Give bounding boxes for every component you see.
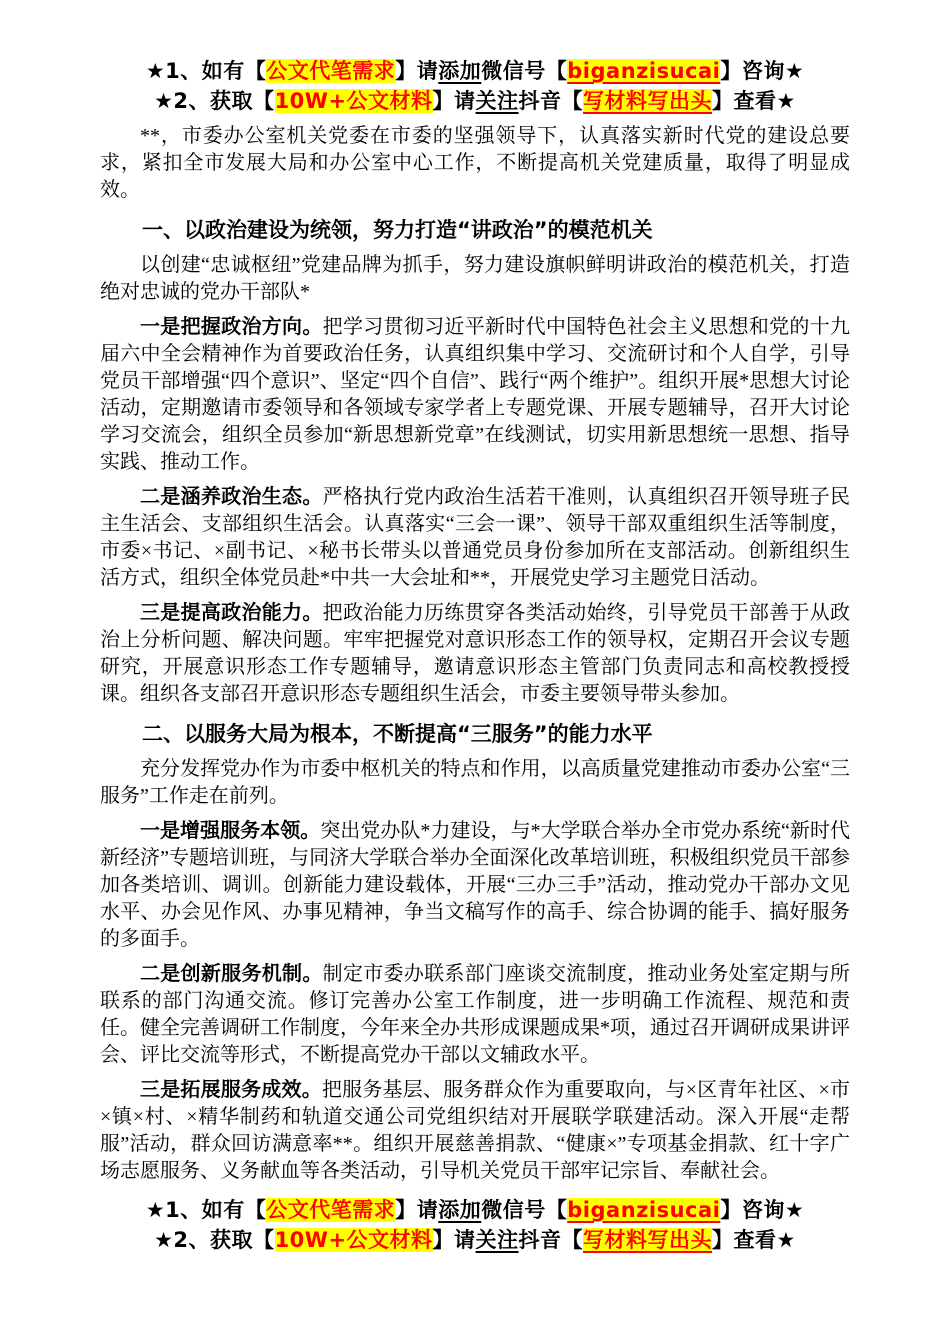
promo-banner-bottom <box>100 1195 850 1255</box>
promo2-douyin-name: 写材料写出头 <box>583 89 713 113</box>
item-body: 把政治能力历练贯穿各类活动始终，引导党员干部善于从政治上分析问题、解决问题。牢牢把握党对意识形态工作的领导权，定期召开会议专题研究，开展意识形态工作专题辅导，邀请意识形态主管部门负责同志和高校教授授课。组织各支部召开意识形态专题组织生活会，市委主要领导带头参加。 <box>100 602 851 705</box>
promo2-underline-follow: 关注 <box>475 1228 519 1252</box>
item-title: 一是增强服务本领。 <box>140 818 321 842</box>
promo1-highlight-service: 公文代笔需求 <box>266 1198 396 1222</box>
promo-line-1 <box>100 1195 850 1225</box>
promo2-mid1: 】请 <box>432 1228 476 1252</box>
intro-text: **，市委办公室机关党委在市委的坚强领导下，认真落实新时代党的建设总要求，紧扣全市发展大局和办公室中心工作，不断提高机关党建质量，取得了明显成效。 <box>100 125 850 201</box>
promo2-mid2: 抖音【 <box>518 1228 584 1252</box>
promo2-prefix: ★2、获取【 <box>154 89 275 113</box>
promo1-wechat-id: biganzisucai <box>567 59 721 83</box>
item-body: 制定市委办联系部门座谈交流制度，推动业务处室定期与所联系的部门沟通交流。修订完善办公室工作制度，进一步明确工作流程、规范和责任。健全完善调研工作制度，今年来全办共形成课题成果*项，通过召开调研成果讲评会、评比交流等形式，不断提高党办干部以文辅政水平。 <box>100 963 851 1066</box>
item-body: 把服务基层、服务群众作为重要取向，与×区青年社区、×市×镇×村、×精华制药和轨道交通公司党组织结对开展联学联建活动。深入开展“走帮服”活动，群众回访满意率**。组织开展慈善捐款、“健康×”专项基金捐款、红十字广场志愿服务、义务献血等各类活动，引导机关党员干部牢记宗旨、奉献社会。 <box>100 1079 851 1182</box>
promo-line-2 <box>100 1225 850 1255</box>
promo2-mid2: 抖音【 <box>518 89 584 113</box>
section-1-item-2 <box>100 483 850 592</box>
promo1-suffix: 】咨询★ <box>720 59 805 83</box>
item-title: 二是涵养政治生态。 <box>140 484 323 508</box>
item-title: 二是创新服务机制。 <box>140 961 323 985</box>
section-2-item-3 <box>100 1076 850 1185</box>
promo2-highlight-material: 10W+公文材料 <box>274 89 433 113</box>
item-body: 把学习贯彻习近平新时代中国特色社会主义思想和党的十九届六中全会精神作为首要政治任务，认真组织集中学习、交流研讨和个人自学，引导党员干部增强“四个意识”、坚定“四个自信”、践行“两个维护”。组织开展*思想大讨论活动，定期邀请市委领导和各领域专家学者上专题党课、开展专题辅导，召开大讨论学习交流会，组织全员参加“新思想新党章”在线测试，切实用新思想统一思想、指导实践、推动工作。 <box>100 316 851 473</box>
item-title: 三是拓展服务成效。 <box>140 1077 322 1101</box>
promo2-douyin-name: 写材料写出头 <box>583 1228 713 1252</box>
promo2-highlight-material: 10W+公文材料 <box>274 1228 433 1252</box>
section-2-lead-text: 充分发挥党办作为市委中枢机关的特点和作用，以高质量党建推动市委办公室“三服务”工作走在前列。 <box>100 758 850 807</box>
section-2-heading: 二、以服务大局为根本，不断提高“三服务”的能力水平 <box>142 722 653 746</box>
promo1-suffix: 】咨询★ <box>720 1198 805 1222</box>
section-1-item-3 <box>100 599 850 708</box>
promo1-mid2: 微信号【 <box>481 59 568 83</box>
item-title: 一是把握政治方向。 <box>140 314 323 338</box>
section-1-lead <box>100 252 850 306</box>
promo1-prefix: ★1、如有【 <box>145 1198 267 1222</box>
promo1-highlight-service: 公文代笔需求 <box>266 59 396 83</box>
promo1-wechat-id: biganzisucai <box>567 1198 721 1222</box>
promo1-mid1: 】请 <box>395 59 439 83</box>
promo2-suffix: 】查看★ <box>712 1228 796 1252</box>
section-2-item-1 <box>100 817 850 953</box>
item-body: 突出党办队*力建设，与*大学联合举办全市党办系统“新时代新经济”专题培训班，与同济大学联合举办全面深化改革培训班，积极组织党员干部参加各类培训、调训。创新能力建设载体，开展“三办三手”活动，推动党办干部办文见水平、办会见作风、办事见精神，争当文稿写作的高手、综合协调的能手、搞好服务的多面手。 <box>100 820 850 950</box>
section-2-lead <box>100 756 850 810</box>
promo1-prefix: ★1、如有【 <box>145 59 267 83</box>
section-2-item-2 <box>100 960 850 1069</box>
promo-line-1 <box>100 56 850 86</box>
promo1-mid1: 】请 <box>395 1198 439 1222</box>
section-1-lead-text: 以创建“忠诚枢纽”党建品牌为抓手，努力建设旗帜鲜明讲政治的模范机关，打造绝对忠诚的党办干部队* <box>100 254 850 303</box>
intro-paragraph <box>100 123 850 204</box>
promo2-suffix: 】查看★ <box>712 89 796 113</box>
promo-banner-top <box>100 56 850 116</box>
promo-line-2 <box>100 86 850 116</box>
section-1-item-1 <box>100 313 850 476</box>
promo2-prefix: ★2、获取【 <box>154 1228 275 1252</box>
promo2-underline-follow: 关注 <box>475 89 519 113</box>
promo1-underline-add: 添加 <box>438 59 482 83</box>
item-body: 严格执行党内政治生活若干准则，认真组织召开领导班子民主生活会、支部组织生活会。认真落实“三会一课”、领导干部双重组织生活等制度，市委×书记、×副书记、×秘书长带头以普通党员身份参加所在支部活动。创新组织生活方式，组织全体党员赴*中共一大会址和**，开展党史学习主题党日活动。 <box>100 486 851 589</box>
promo2-mid1: 】请 <box>432 89 476 113</box>
item-title: 三是提高政治能力。 <box>140 600 323 624</box>
section-1-heading: 一、以政治建设为统领，努力打造“讲政治”的模范机关 <box>142 218 653 242</box>
promo1-underline-add: 添加 <box>438 1198 482 1222</box>
promo1-mid2: 微信号【 <box>481 1198 568 1222</box>
